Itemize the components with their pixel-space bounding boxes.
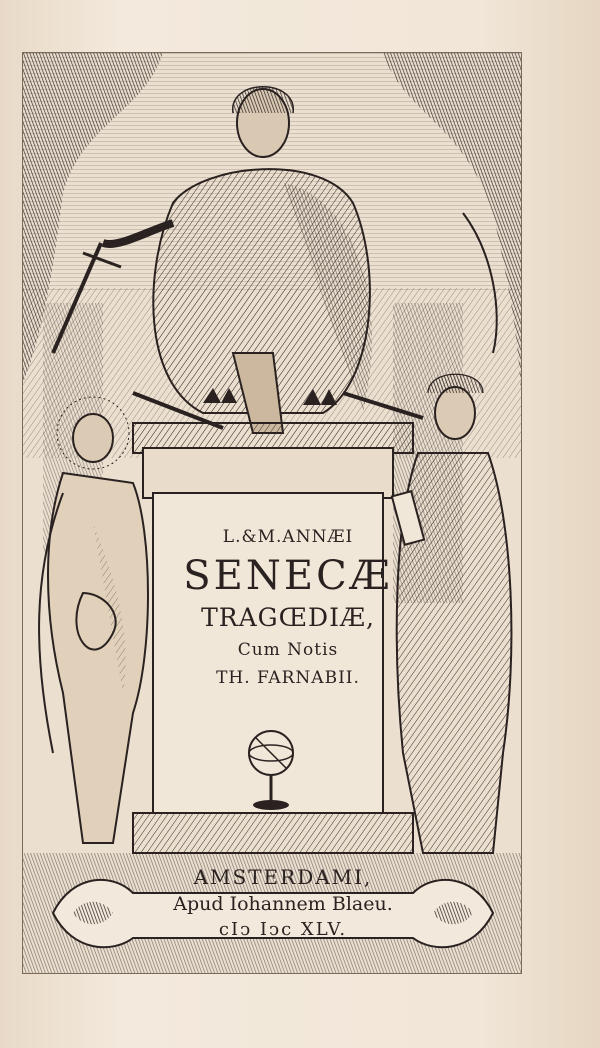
imprint-date: cIↄ Iↄc XLV.	[218, 919, 348, 940]
subtitle: TRAGŒDIÆ,	[201, 603, 375, 632]
notes-line: Cum Notis	[237, 640, 339, 660]
imprint-publisher: Apud Iohannem Blaeu.	[173, 893, 393, 915]
imprint-cartouche	[143, 865, 423, 940]
engraved-plate	[22, 52, 522, 974]
editor-line: TH. FARNABII.	[216, 668, 360, 688]
title-block	[173, 483, 403, 688]
imprint-place: AMSTERDAMI,	[193, 865, 373, 889]
author-line: L.&M.ANNÆI	[222, 527, 354, 547]
main-title: SENECÆ	[183, 553, 393, 599]
